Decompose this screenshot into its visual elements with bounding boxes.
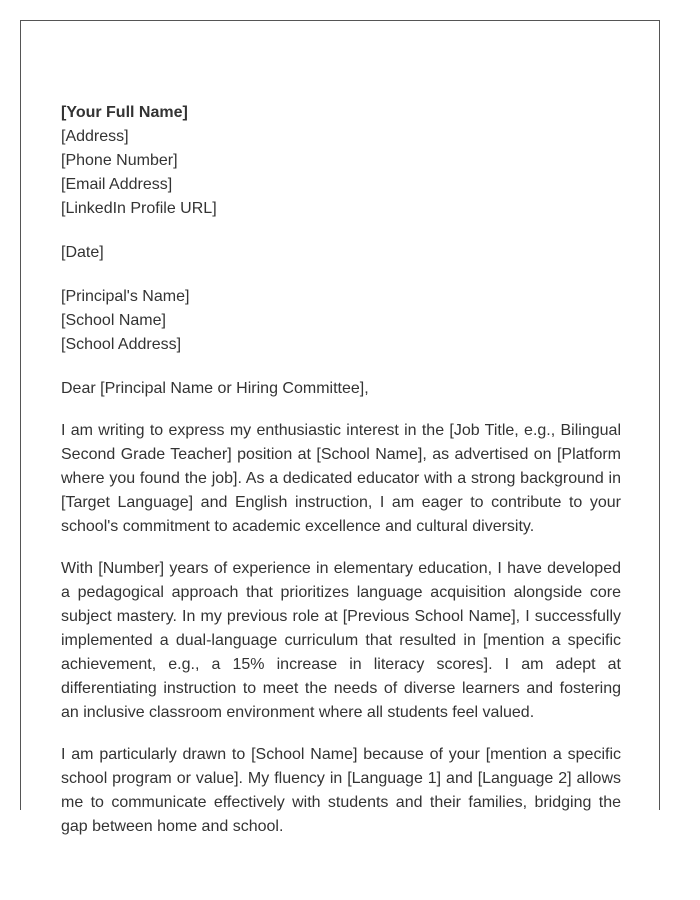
recipient-block: [61, 285, 621, 357]
sender-address: [Address]: [61, 128, 129, 145]
sender-block: [61, 101, 621, 221]
recipient-school: [School Name]: [61, 312, 166, 329]
body-paragraph-2: With [Number] years of experience in elementary education, I have developed a pedagogical approach that prioritizes language acquisition alongside core subject mastery. In my previous role at [Previous School Name], I successfully implemented a dual-language curriculum that resulted in [mention a specific achievement, e.g., a 15% increase in literacy scores]. I am adept at differentiating instruction to meet the needs of diverse learners and fostering an inclusive classroom environment where all students feel valued.: [61, 560, 621, 721]
body-paragraph-1: I am writing to express my enthusiastic interest in the [Job Title, e.g., Bilingual Second Grade Teacher] position at [School Name], as advertised on [Platform where you found the job]. As a dedicated educator with a strong background in [Target Language] and English instruction, I am eager to contribute to your school's commitment to academic excellence and cultural diversity.: [61, 422, 621, 535]
letter-page: [20, 20, 660, 835]
letter-date: [Date]: [61, 244, 104, 261]
salutation: Dear [Principal Name or Hiring Committee],: [61, 380, 369, 397]
recipient-address: [School Address]: [61, 336, 182, 353]
body-paragraph-3: I am particularly drawn to [School Name] because of your [mention a specific school program or value]. My fluency in [Language 1] and [Language 2] allows me to communicate effectively with students and their families, bridging the gap between home and school.: [61, 746, 621, 835]
sender-name: [Your Full Name]: [61, 104, 188, 121]
sender-phone: [Phone Number]: [61, 152, 178, 169]
letter-content: [61, 101, 621, 839]
sender-email: [Email Address]: [61, 176, 173, 193]
sender-linkedin: [LinkedIn Profile URL]: [61, 200, 217, 217]
recipient-name: [Principal's Name]: [61, 288, 190, 305]
